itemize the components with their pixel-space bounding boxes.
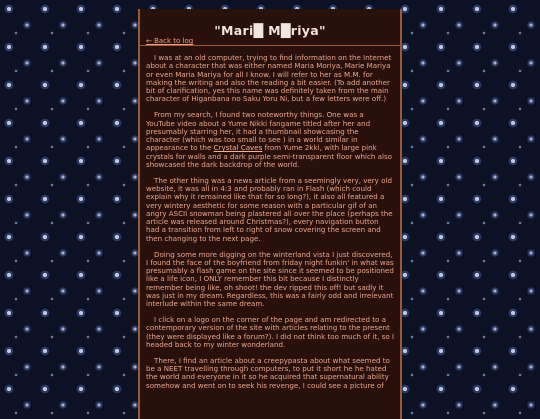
story-paragraph-5: I click on a logo on the corner of the page and am redirected to a contemporary version of the site with articles relating to the present (they were displayed like a forum?). I did not think too much of it, so I headed back to my winter wonderland. bbox=[146, 315, 395, 349]
story-paragraph-6: There, I find an article about a creepypasta about what seemed to be a NEET travelling through computers, to put it short he he hated the world and everyone in it so he acquired that supernatural ability somehow and went on to seek his revenge, I could see a picture of bbox=[146, 355, 390, 390]
story-paragraph-4: Doing some more digging on the winterland vista I just discovered, I found the face of the boyfriend from friday night funkin' in what was presumably a flash game on the site since it seemed to be positioned like a life icon, I ONLY remember this bit because I distinctly remember being like, oh shoot! the dev ripped this off! but sadly it was just in my dream. Regardless, this was a fairly odd and irrelevant interlude within the same dream. bbox=[146, 249, 394, 309]
story-panel bbox=[138, 9, 402, 419]
story-paragraph-2 bbox=[146, 111, 394, 169]
page-title: "Mari█ M█riya" bbox=[214, 23, 326, 38]
story-content bbox=[140, 46, 400, 390]
story-paragraph-3: The other thing was a news article from a seemingly very, very old website, it was all in 4:3 and probably ran in Flash (which could explain why it remained like that for so long?), it also all featured a very wintery aesthetic for some reason with a particular gif of an angry ASCII snowman being plastered all over the place (perhaps the article was released around Christmas?), every navigation button had a transition from left to right of snow covering the screen and then changing to the next page. bbox=[146, 175, 393, 243]
story-paragraph-1: I was at an old computer, trying to find information on the Internet about a character that was either named Maria Moriya, Marie Mariya or even Maria Mariya for all I know. I will refer to her as M.M. for making the writing and also the reading a bit easier. (To add another bit of clarification, yes this name was definitely taken from the main character of Higanbana no Saku Yoru Ni, but a few letters were off.) bbox=[146, 53, 392, 104]
paragraph-2-text-before: From my search, I found two noteworthy things. One was a YouTube video about a Yume Nikki fangame titled after her and presumably starring her, it had a thumbnail showcasing the character (which was too small to see ) in a world similar in appearance to the bbox=[146, 110, 371, 153]
back-to-log-link[interactable]: ← Back to log bbox=[146, 37, 194, 45]
crystal-caves-link[interactable]: Crystal Caves bbox=[213, 143, 263, 153]
page-header bbox=[140, 9, 400, 46]
paragraph-2-text-after: from Yume 2kki, with large pink crystals for walls and a dark purple semi-transparent floor which also showcased the dark backdrop of the world. bbox=[146, 143, 392, 169]
